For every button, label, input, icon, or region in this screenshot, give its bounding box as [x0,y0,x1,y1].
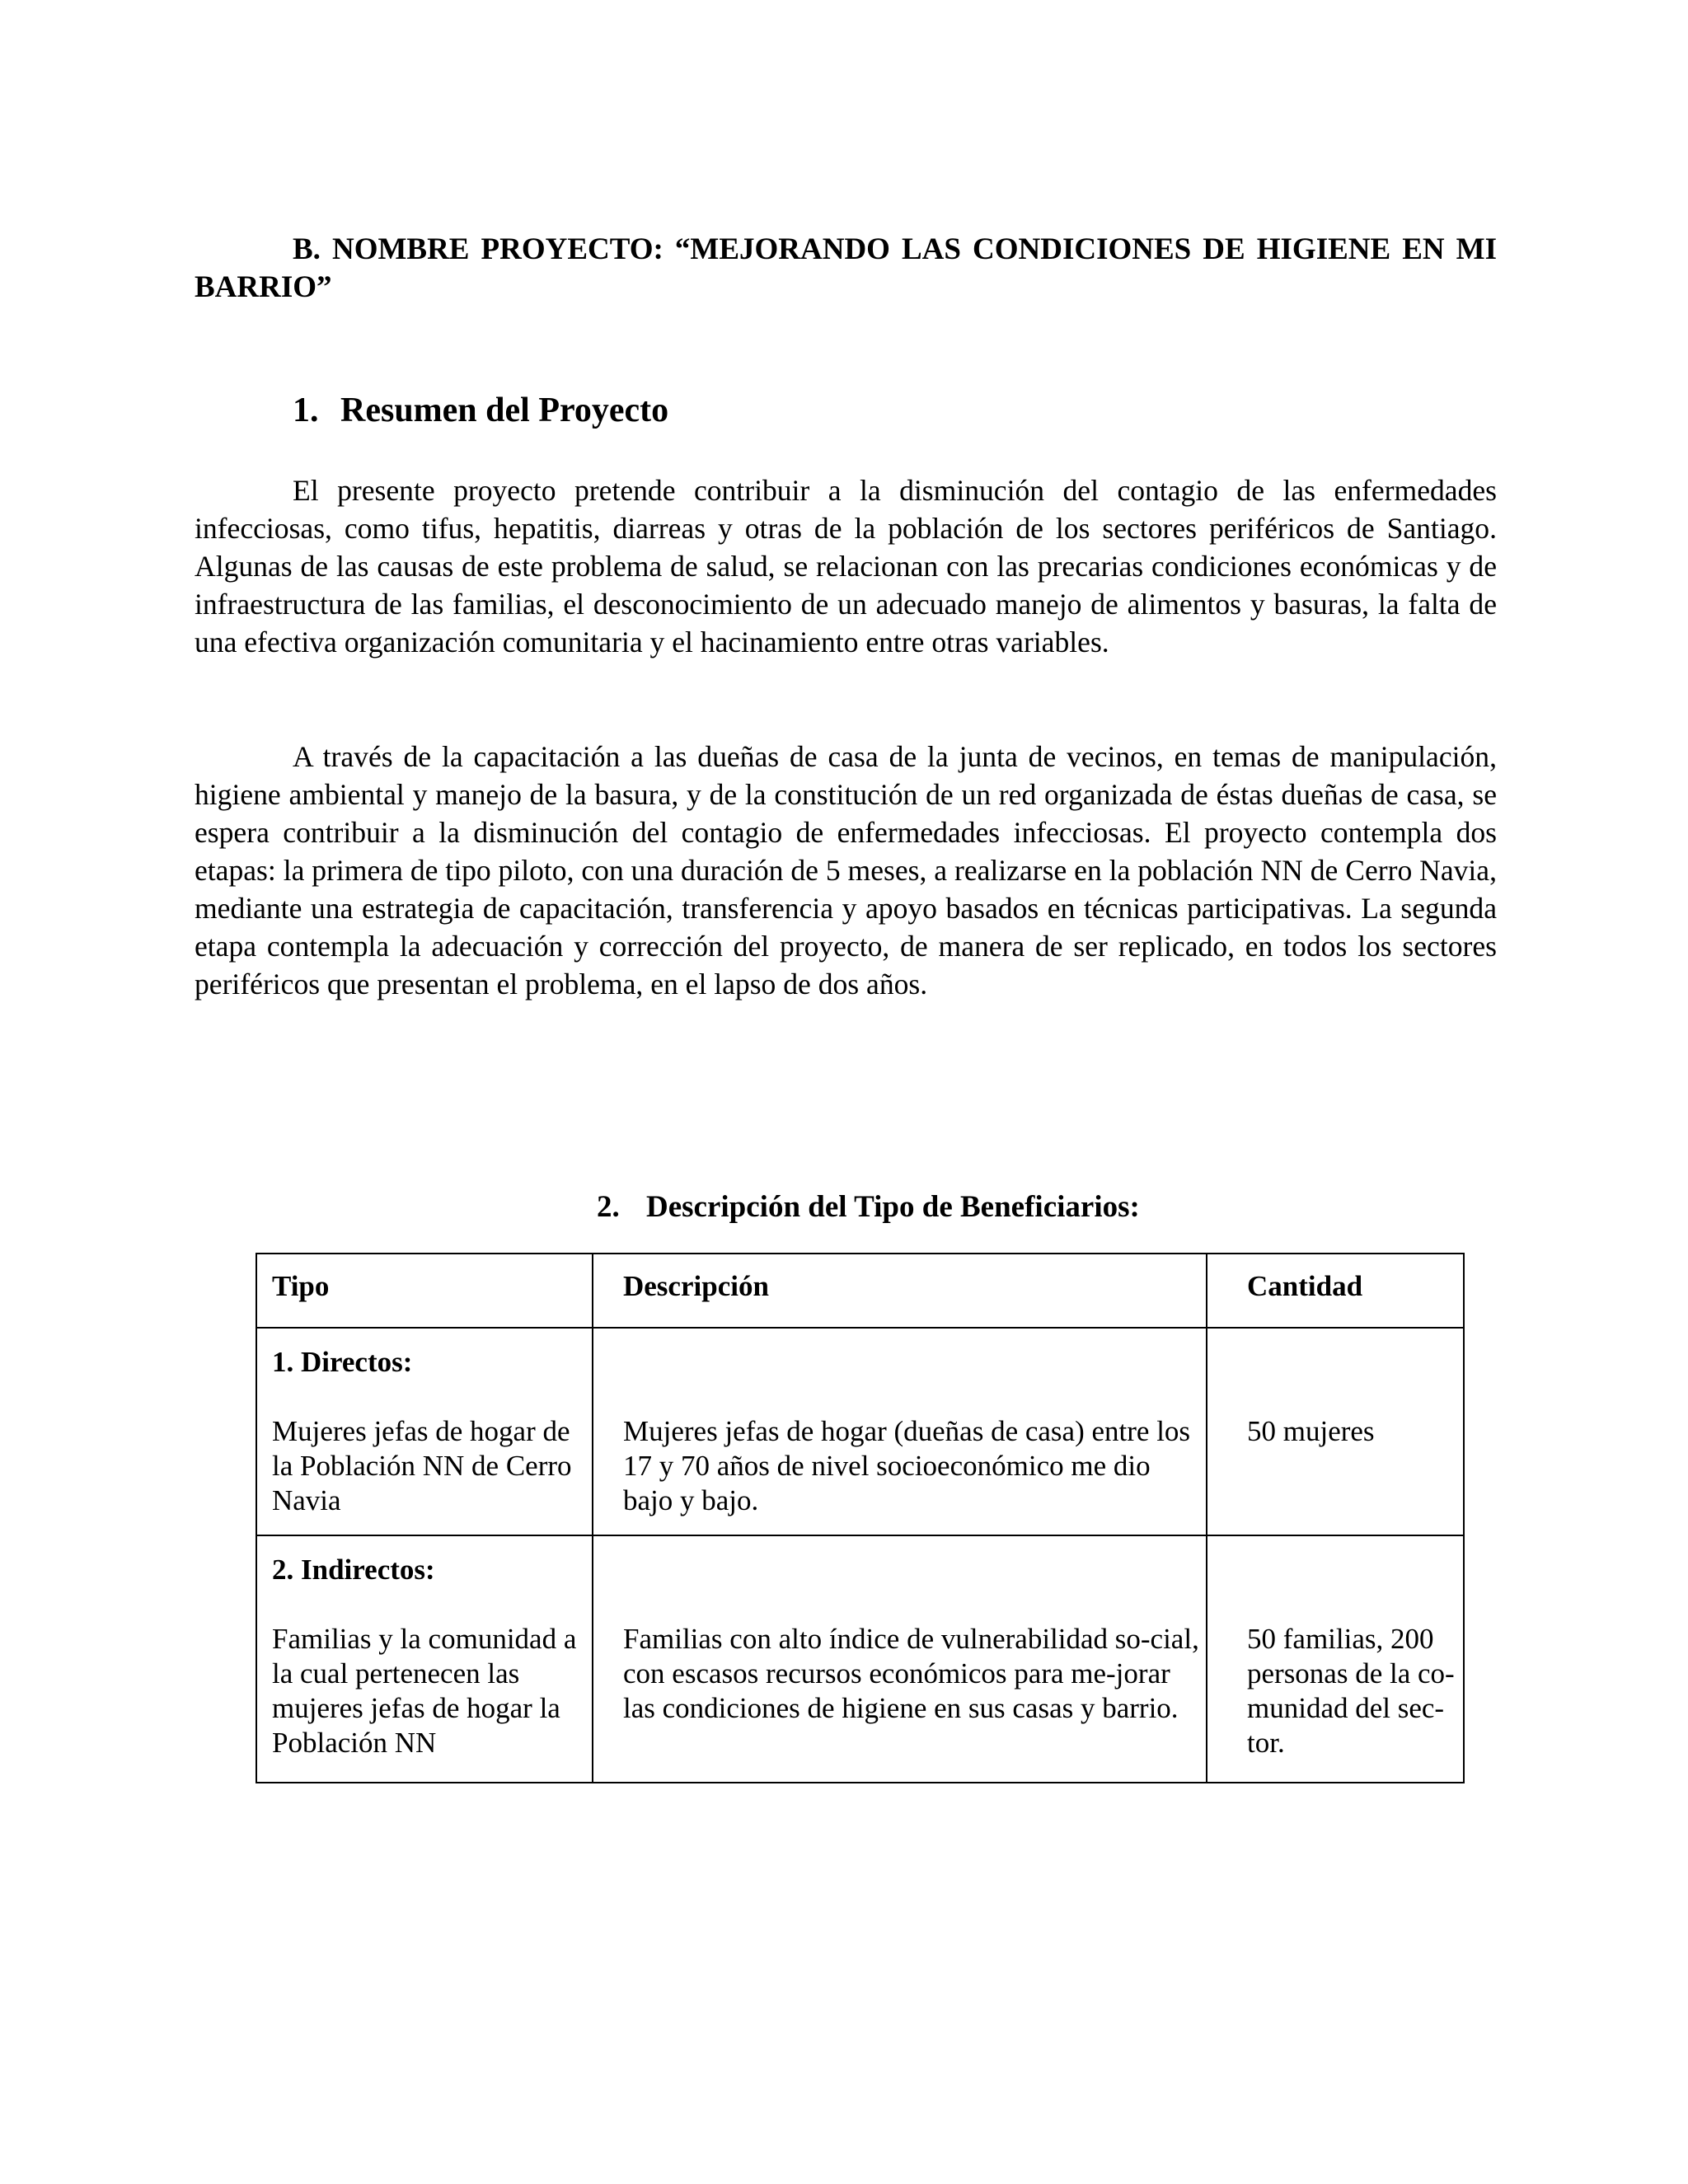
section-2-title-text: Descripción del Tipo de Beneficiarios: [646,1190,1140,1224]
header-descripcion: Descripción [593,1254,1207,1328]
row-tipo-text: Mujeres jefas de hogar de la Población NN de Cerro Navia [272,1415,572,1516]
cell-tipo [256,1328,593,1535]
row-category: 1. Directos: [272,1346,413,1378]
row-cantidad-text: 50 familias, 200 personas de la co-munidad del sec-tor. [1247,1623,1455,1759]
row-cantidad-text: 50 mujeres [1247,1415,1375,1447]
table-row [256,1535,1464,1783]
summary-paragraph-2: A través de la capacitación a las dueñas de casa de la junta de vecinos, en temas de manipulación, higiene ambiental y manejo de la basura, y de la constitución de un red organizada de éstas dueñas de casa, se espera contribuir a la disminución del contagio de enfermedades infecciosas. El proyecto contempla dos etapas: la primera de tipo piloto, con una duración de 5 meses, a realizarse en la población NN de Cerro Navia, mediante una estrategia de capacitación, transferencia y apoyo basados en técnicas participativas. La segunda etapa contempla la adecuación y corrección del proyecto, de manera de ser replicado, en todos los sectores periféricos que presentan el problema, en el lapso de dos años. [195,740,1497,1001]
section-2-title [597,1188,1140,1226]
section-1-title [293,389,1447,432]
row-descripcion-text: Familias con alto índice de vulnerabilidad so-cial, con escasos recursos económicos para me-jorar las condiciones de higiene en sus casas y barrio. [623,1623,1199,1724]
row-category: 2. Indirectos: [272,1554,435,1586]
table-header-row [256,1254,1464,1328]
cell-spacer [1247,1553,1456,1622]
section-1-number: 1. [293,391,319,429]
row-tipo-text: Familias y la comunidad a la cual pertenecen las mujeres jefas de hogar la Población NN [272,1623,577,1759]
cell-descripcion [593,1535,1207,1783]
cell-spacer [623,1345,1199,1414]
summary-paragraph-1: El presente proyecto pretende contribuir a la disminución del contagio de las enfermedades infecciosas, como tifus, hepatitis, diarreas y otras de la población de los sectores periféricos de Santiago. Algunas de las causas de este problema de salud, se relacionan con las precarias condiciones económicas y de infraestructura de las familias, el desconocimiento de un adecuado manejo de alimentos y basuras, la falta de una efectiva organización comunitaria y el hacinamiento entre otras variables. [195,474,1497,658]
cell-spacer [623,1553,1199,1622]
table-row [256,1328,1464,1535]
section-1-title-text: Resumen del Proyecto [340,391,669,429]
cell-spacer [1247,1345,1456,1414]
beneficiaries-table [256,1253,1465,1783]
section-2-number: 2. [597,1190,620,1224]
cell-descripcion [593,1328,1207,1535]
row-descripcion-text: Mujeres jefas de hogar (dueñas de casa) entre los 17 y 70 años de nivel socioeconómico me dio bajo y bajo. [623,1415,1191,1516]
header-cantidad: Cantidad [1207,1254,1464,1328]
cell-cantidad [1207,1328,1464,1535]
project-heading: B. NOMBRE PROYECTO: “MEJORANDO LAS CONDICIONES DE HIGIENE EN MI BARRIO” [195,232,1497,304]
cell-cantidad [1207,1535,1464,1783]
header-tipo: Tipo [256,1254,593,1328]
cell-tipo [256,1535,593,1783]
